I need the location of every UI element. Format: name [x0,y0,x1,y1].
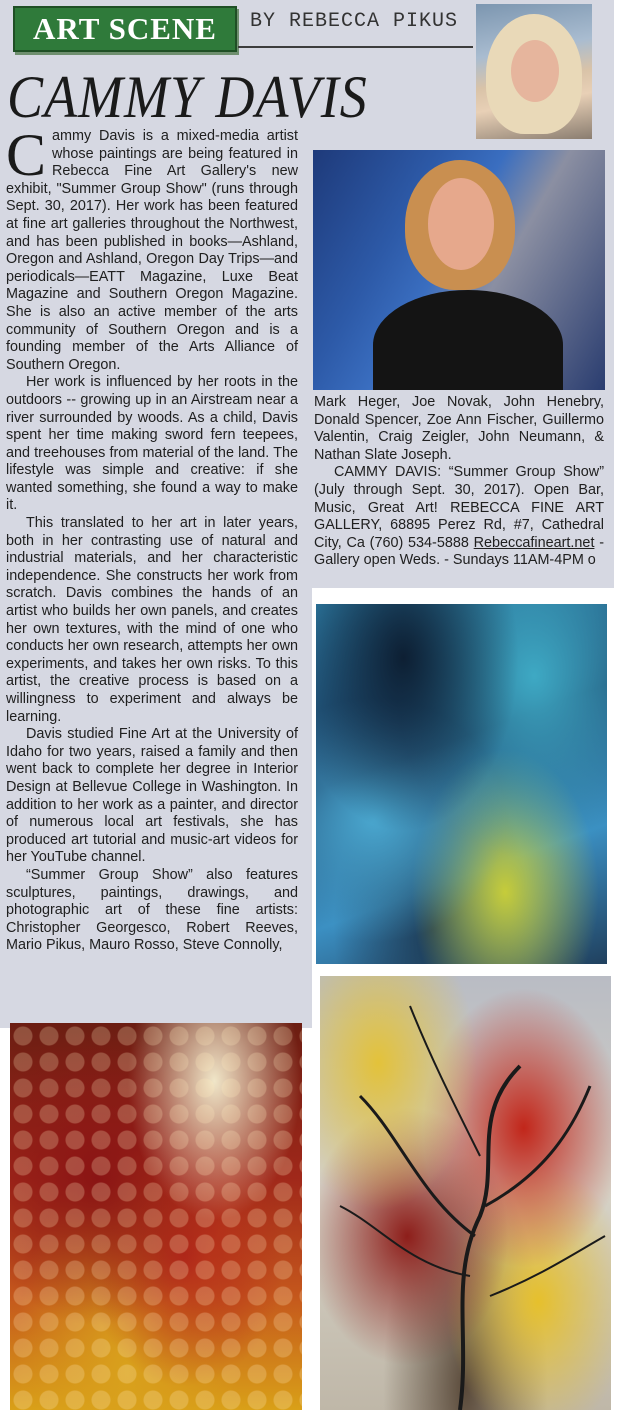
artist-portrait-image [313,150,605,390]
paragraph-1-text: ammy Davis is a mixed-media artist whose paintings are being featured in Rebecca Fine Art Gallery's new exhibit, "Summer Group Show" (runs through Sept. 30, 2017). Her work has been featured at fine art galleries throughout the Northwest, and has been published in books—Ashland, Oregon and Ashland, Oregon Day Trips—and periodicals—EATT Magazine, Luxe Beat Magazine and Southern Oregon Magazine. She is also an active member of the arts community of Southern Oregon and is a founding member of the Arts Alliance of Southern Oregon. [6,128,298,373]
blue-abstract-painting-image [316,604,607,964]
paragraph-3: This translated to her art in later years, both in her contrasting use of natural and industrial materials, and her characteristic independence. She constructs her work from scratch. Davis combines the hands of an artist who builds her own panels, and creates her own textures, with the mind of one who conducts her own research, attempts her own experiments, and takes her own risks. To this artist, the creative process is based on a willingness to experiment and always be learning. [6,515,298,725]
tree-lines [320,976,611,1410]
byline: BY REBECCA PIKUS [250,10,459,33]
article-column-left [6,122,298,955]
dropcap: C [6,122,47,188]
headshot-face [511,40,559,102]
listing-hours: - Gallery open Weds. - Sundays 11AM-4PM o [314,534,605,569]
article-title: CAMMY DAVIS [7,63,368,131]
paragraph-4: Davis studied Fine Art at the University of Idaho for two years, raised a family and then went back to complete her degree in Interior Design at Bellevue College in Washington. In addition to her work as a painter, and director of numerous local art festivals, she has produced art tutorial and music-art videos for her YouTube channel. [6,726,298,866]
listing-text: CAMMY DAVIS: “Summer Group Show” (July through Sept. 30, 2017). Open Bar, Music, Great Art! REBECCA FINE ART GALLERY, 68895 Perez Rd, #7, Cathedral City, Ca (760) 534-5888 [314,464,604,551]
painting-dot-texture [10,1023,302,1410]
author-headshot-image [476,4,592,139]
page-gap [312,588,614,604]
portrait-body [373,290,563,390]
paragraph-1 [6,122,298,374]
red-abstract-painting-image [10,1023,302,1410]
article-column-right [314,394,604,570]
event-listing [314,464,604,570]
header-rule [238,46,473,48]
paragraph-2: Her work is influenced by her roots in the outdoors -- growing up in an Airstream near a river surrounded by woods. As a child, Davis spent her time making sword fern teepees, and treehouses from material of the land. The lifestyle was simple and creative: if she wanted something, she found a way to make it. [6,374,298,514]
paragraph-5-continued: Mark Heger, Joe Novak, John Henebry, Donald Spencer, Zoe Ann Fischer, Guillermo Valentin, Craig Zeigler, John Neumann, & Nathan Slate Joseph. [314,394,604,463]
paragraph-5: “Summer Group Show” also features sculptures, paintings, drawings, and photographic art of these fine artists: Christopher Georgesco, Robert Reeves, Mario Pikus, Mauro Rosso, Steve Connolly, [6,866,298,954]
tree-painting-image [320,976,611,1410]
section-badge [13,6,237,52]
portrait-face [428,178,494,270]
section-label: ART SCENE [33,11,217,46]
gallery-link[interactable]: Rebeccafineart.net [473,534,595,551]
